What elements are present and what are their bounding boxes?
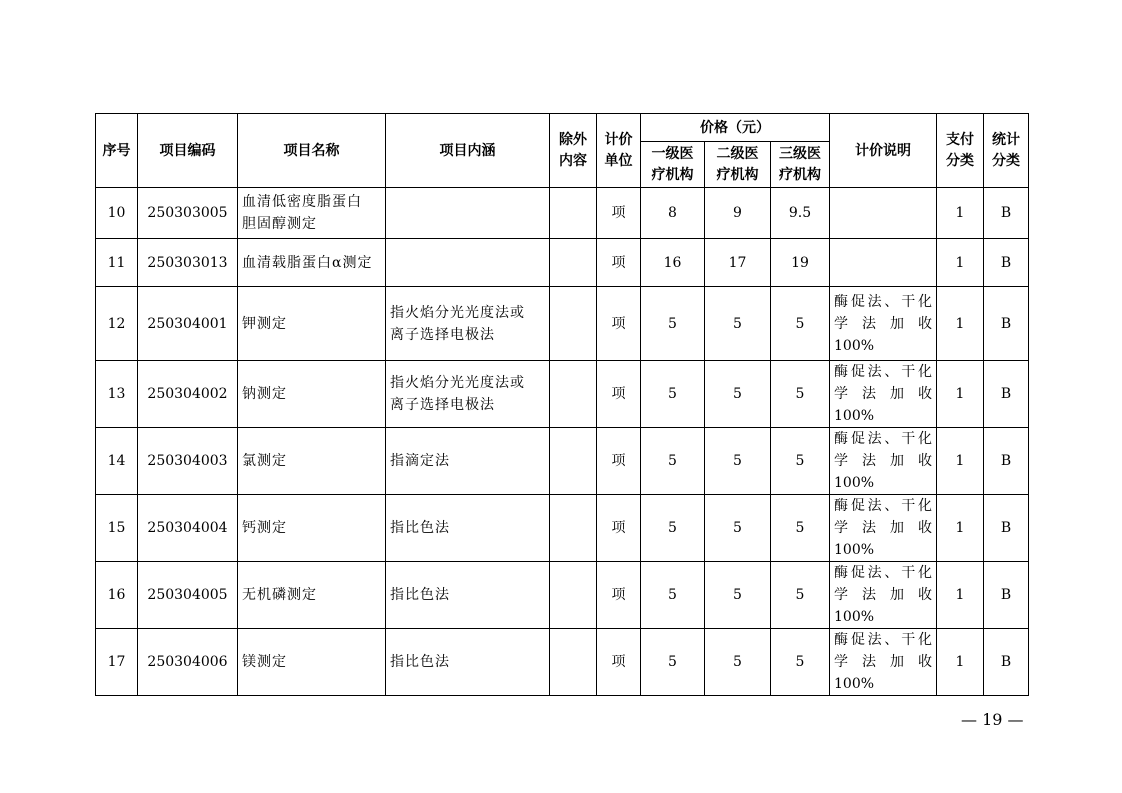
- cell-name: [238, 188, 386, 239]
- cell-price-level3: 5: [771, 287, 830, 361]
- cell-payment: 1: [937, 361, 984, 428]
- cell-note-line: 学法加收: [834, 520, 933, 536]
- table-body: [96, 188, 1029, 696]
- cell-excluded: [550, 239, 597, 287]
- cell-unit: 项: [597, 428, 641, 495]
- header-stat: 统计 分类: [984, 114, 1029, 188]
- cell-excluded: [550, 361, 597, 428]
- cell-note-line: 酶促法、干化: [834, 632, 933, 648]
- header-note: 计价说明: [830, 114, 937, 188]
- cell-name-line: 无机磷测定: [242, 587, 317, 603]
- table-row: [96, 188, 1029, 239]
- cell-seq: 13: [96, 361, 138, 428]
- cell-name-line: 胆固醇测定: [242, 216, 317, 232]
- cell-excluded: [550, 287, 597, 361]
- cell-unit: 项: [597, 495, 641, 562]
- cell-note-line: 学法加收: [834, 654, 933, 670]
- cell-note-line: 酶促法、干化: [834, 364, 933, 380]
- cell-code: 250303013: [138, 239, 238, 287]
- cell-excluded: [550, 629, 597, 696]
- table-row: [96, 361, 1029, 428]
- cell-unit: 项: [597, 361, 641, 428]
- cell-content-line: 指火焰分光光度法或: [390, 375, 525, 391]
- table-row: [96, 428, 1029, 495]
- cell-content: [386, 495, 550, 562]
- header-payment: 支付 分类: [937, 114, 984, 188]
- cell-price-level3: 5: [771, 495, 830, 562]
- cell-note: [830, 562, 937, 629]
- cell-seq: 17: [96, 629, 138, 696]
- cell-note-line: 100%: [834, 337, 875, 354]
- cell-code: 250304006: [138, 629, 238, 696]
- header-level3: 三级医 疗机构: [771, 142, 830, 188]
- cell-seq: 11: [96, 239, 138, 287]
- cell-price-level2: 5: [705, 287, 771, 361]
- table-row: [96, 562, 1029, 629]
- price-table: [95, 113, 1029, 696]
- cell-price-level1: 5: [641, 629, 705, 696]
- cell-content-line: 指比色法: [390, 654, 450, 670]
- cell-name-line: 血清低密度脂蛋白: [242, 194, 362, 210]
- cell-name: [238, 428, 386, 495]
- cell-name-line: 氯测定: [242, 453, 287, 469]
- cell-unit: 项: [597, 562, 641, 629]
- cell-note-line: 酶促法、干化: [834, 565, 933, 581]
- header-content: 项目内涵: [386, 114, 550, 188]
- cell-name-line: 钙测定: [242, 520, 287, 536]
- cell-note-line: 酶促法、干化: [834, 498, 933, 514]
- cell-payment: 1: [937, 629, 984, 696]
- cell-stat: B: [984, 188, 1029, 239]
- cell-seq: 16: [96, 562, 138, 629]
- cell-note: [830, 287, 937, 361]
- header-seq: 序号: [96, 114, 138, 188]
- cell-price-level3: 5: [771, 361, 830, 428]
- cell-stat: B: [984, 287, 1029, 361]
- header-level2: 二级医 疗机构: [705, 142, 771, 188]
- cell-code: 250304001: [138, 287, 238, 361]
- cell-price-level3: 5: [771, 428, 830, 495]
- cell-note-line: 100%: [834, 609, 875, 625]
- cell-payment: 1: [937, 188, 984, 239]
- cell-unit: 项: [597, 239, 641, 287]
- cell-name-line: 钾测定: [242, 315, 287, 332]
- cell-price-level3: 19: [771, 239, 830, 287]
- cell-code: 250304002: [138, 361, 238, 428]
- cell-stat: B: [984, 428, 1029, 495]
- cell-content: [386, 361, 550, 428]
- cell-note-line: 学法加收: [834, 453, 933, 469]
- cell-payment: 1: [937, 562, 984, 629]
- cell-payment: 1: [937, 239, 984, 287]
- cell-note: [830, 188, 937, 239]
- cell-name: [238, 239, 386, 287]
- cell-name: [238, 562, 386, 629]
- cell-note-line: 100%: [834, 475, 875, 491]
- cell-content-line: 离子选择电极法: [390, 397, 495, 413]
- cell-note: [830, 495, 937, 562]
- cell-note-line: 学法加收: [834, 386, 933, 402]
- cell-name-line: 钠测定: [242, 386, 287, 402]
- cell-price-level2: 5: [705, 562, 771, 629]
- cell-seq: 12: [96, 287, 138, 361]
- cell-name: [238, 287, 386, 361]
- cell-unit: 项: [597, 629, 641, 696]
- cell-price-level1: 5: [641, 428, 705, 495]
- cell-excluded: [550, 188, 597, 239]
- header-unit: 计价 单位: [597, 114, 641, 188]
- cell-stat: B: [984, 629, 1029, 696]
- cell-price-level3: 9.5: [771, 188, 830, 239]
- cell-price-level3: 5: [771, 629, 830, 696]
- cell-content: [386, 239, 550, 287]
- cell-note: [830, 428, 937, 495]
- cell-price-level1: 5: [641, 562, 705, 629]
- cell-content: [386, 287, 550, 361]
- cell-note-line: 100%: [834, 542, 875, 558]
- cell-content-line: 指比色法: [390, 520, 450, 536]
- cell-content: [386, 428, 550, 495]
- cell-excluded: [550, 495, 597, 562]
- cell-unit: 项: [597, 287, 641, 361]
- cell-content-line: 指滴定法: [390, 453, 450, 469]
- cell-note-line: 100%: [834, 408, 875, 424]
- cell-seq: 14: [96, 428, 138, 495]
- cell-payment: 1: [937, 428, 984, 495]
- cell-excluded: [550, 428, 597, 495]
- cell-note-line: 酶促法、干化: [834, 431, 933, 447]
- cell-content-line: 指火焰分光光度法或: [390, 304, 525, 321]
- cell-price-level2: 9: [705, 188, 771, 239]
- cell-payment: 1: [937, 495, 984, 562]
- cell-note: [830, 239, 937, 287]
- cell-price-level1: 5: [641, 495, 705, 562]
- cell-content: [386, 188, 550, 239]
- header-name: 项目名称: [238, 114, 386, 188]
- table-row: [96, 495, 1029, 562]
- page-number: — 19 —: [961, 710, 1024, 729]
- table-row: [96, 239, 1029, 287]
- cell-note-line: 学法加收: [834, 587, 933, 603]
- header-excluded: 除外 内容: [550, 114, 597, 188]
- cell-note-line: 学法加收: [834, 315, 933, 332]
- cell-price-level1: 16: [641, 239, 705, 287]
- header-level1: 一级医 疗机构: [641, 142, 705, 188]
- cell-name-line: 血清载脂蛋白α测定: [242, 254, 373, 271]
- cell-price-level1: 5: [641, 361, 705, 428]
- cell-code: 250303005: [138, 188, 238, 239]
- cell-note: [830, 629, 937, 696]
- header-price-group: 价格（元）: [641, 114, 830, 142]
- cell-code: 250304003: [138, 428, 238, 495]
- cell-price-level2: 17: [705, 239, 771, 287]
- cell-price-level2: 5: [705, 495, 771, 562]
- cell-price-level2: 5: [705, 428, 771, 495]
- cell-name-line: 镁测定: [242, 654, 287, 670]
- cell-price-level1: 5: [641, 287, 705, 361]
- cell-content-line: 离子选择电极法: [390, 326, 495, 343]
- cell-stat: B: [984, 361, 1029, 428]
- cell-name: [238, 361, 386, 428]
- cell-payment: 1: [937, 287, 984, 361]
- table-row: [96, 629, 1029, 696]
- cell-stat: B: [984, 239, 1029, 287]
- cell-stat: B: [984, 562, 1029, 629]
- cell-unit: 项: [597, 188, 641, 239]
- cell-seq: 15: [96, 495, 138, 562]
- cell-code: 250304005: [138, 562, 238, 629]
- cell-content: [386, 629, 550, 696]
- cell-note-line: 酶促法、干化: [834, 293, 933, 310]
- cell-excluded: [550, 562, 597, 629]
- header-code: 项目编码: [138, 114, 238, 188]
- cell-name: [238, 495, 386, 562]
- cell-seq: 10: [96, 188, 138, 239]
- cell-price-level1: 8: [641, 188, 705, 239]
- cell-price-level2: 5: [705, 629, 771, 696]
- cell-code: 250304004: [138, 495, 238, 562]
- cell-price-level3: 5: [771, 562, 830, 629]
- cell-stat: B: [984, 495, 1029, 562]
- cell-content-line: 指比色法: [390, 587, 450, 603]
- cell-note-line: 100%: [834, 676, 875, 692]
- cell-content: [386, 562, 550, 629]
- cell-price-level2: 5: [705, 361, 771, 428]
- cell-name: [238, 629, 386, 696]
- table-row: [96, 287, 1029, 361]
- cell-note: [830, 361, 937, 428]
